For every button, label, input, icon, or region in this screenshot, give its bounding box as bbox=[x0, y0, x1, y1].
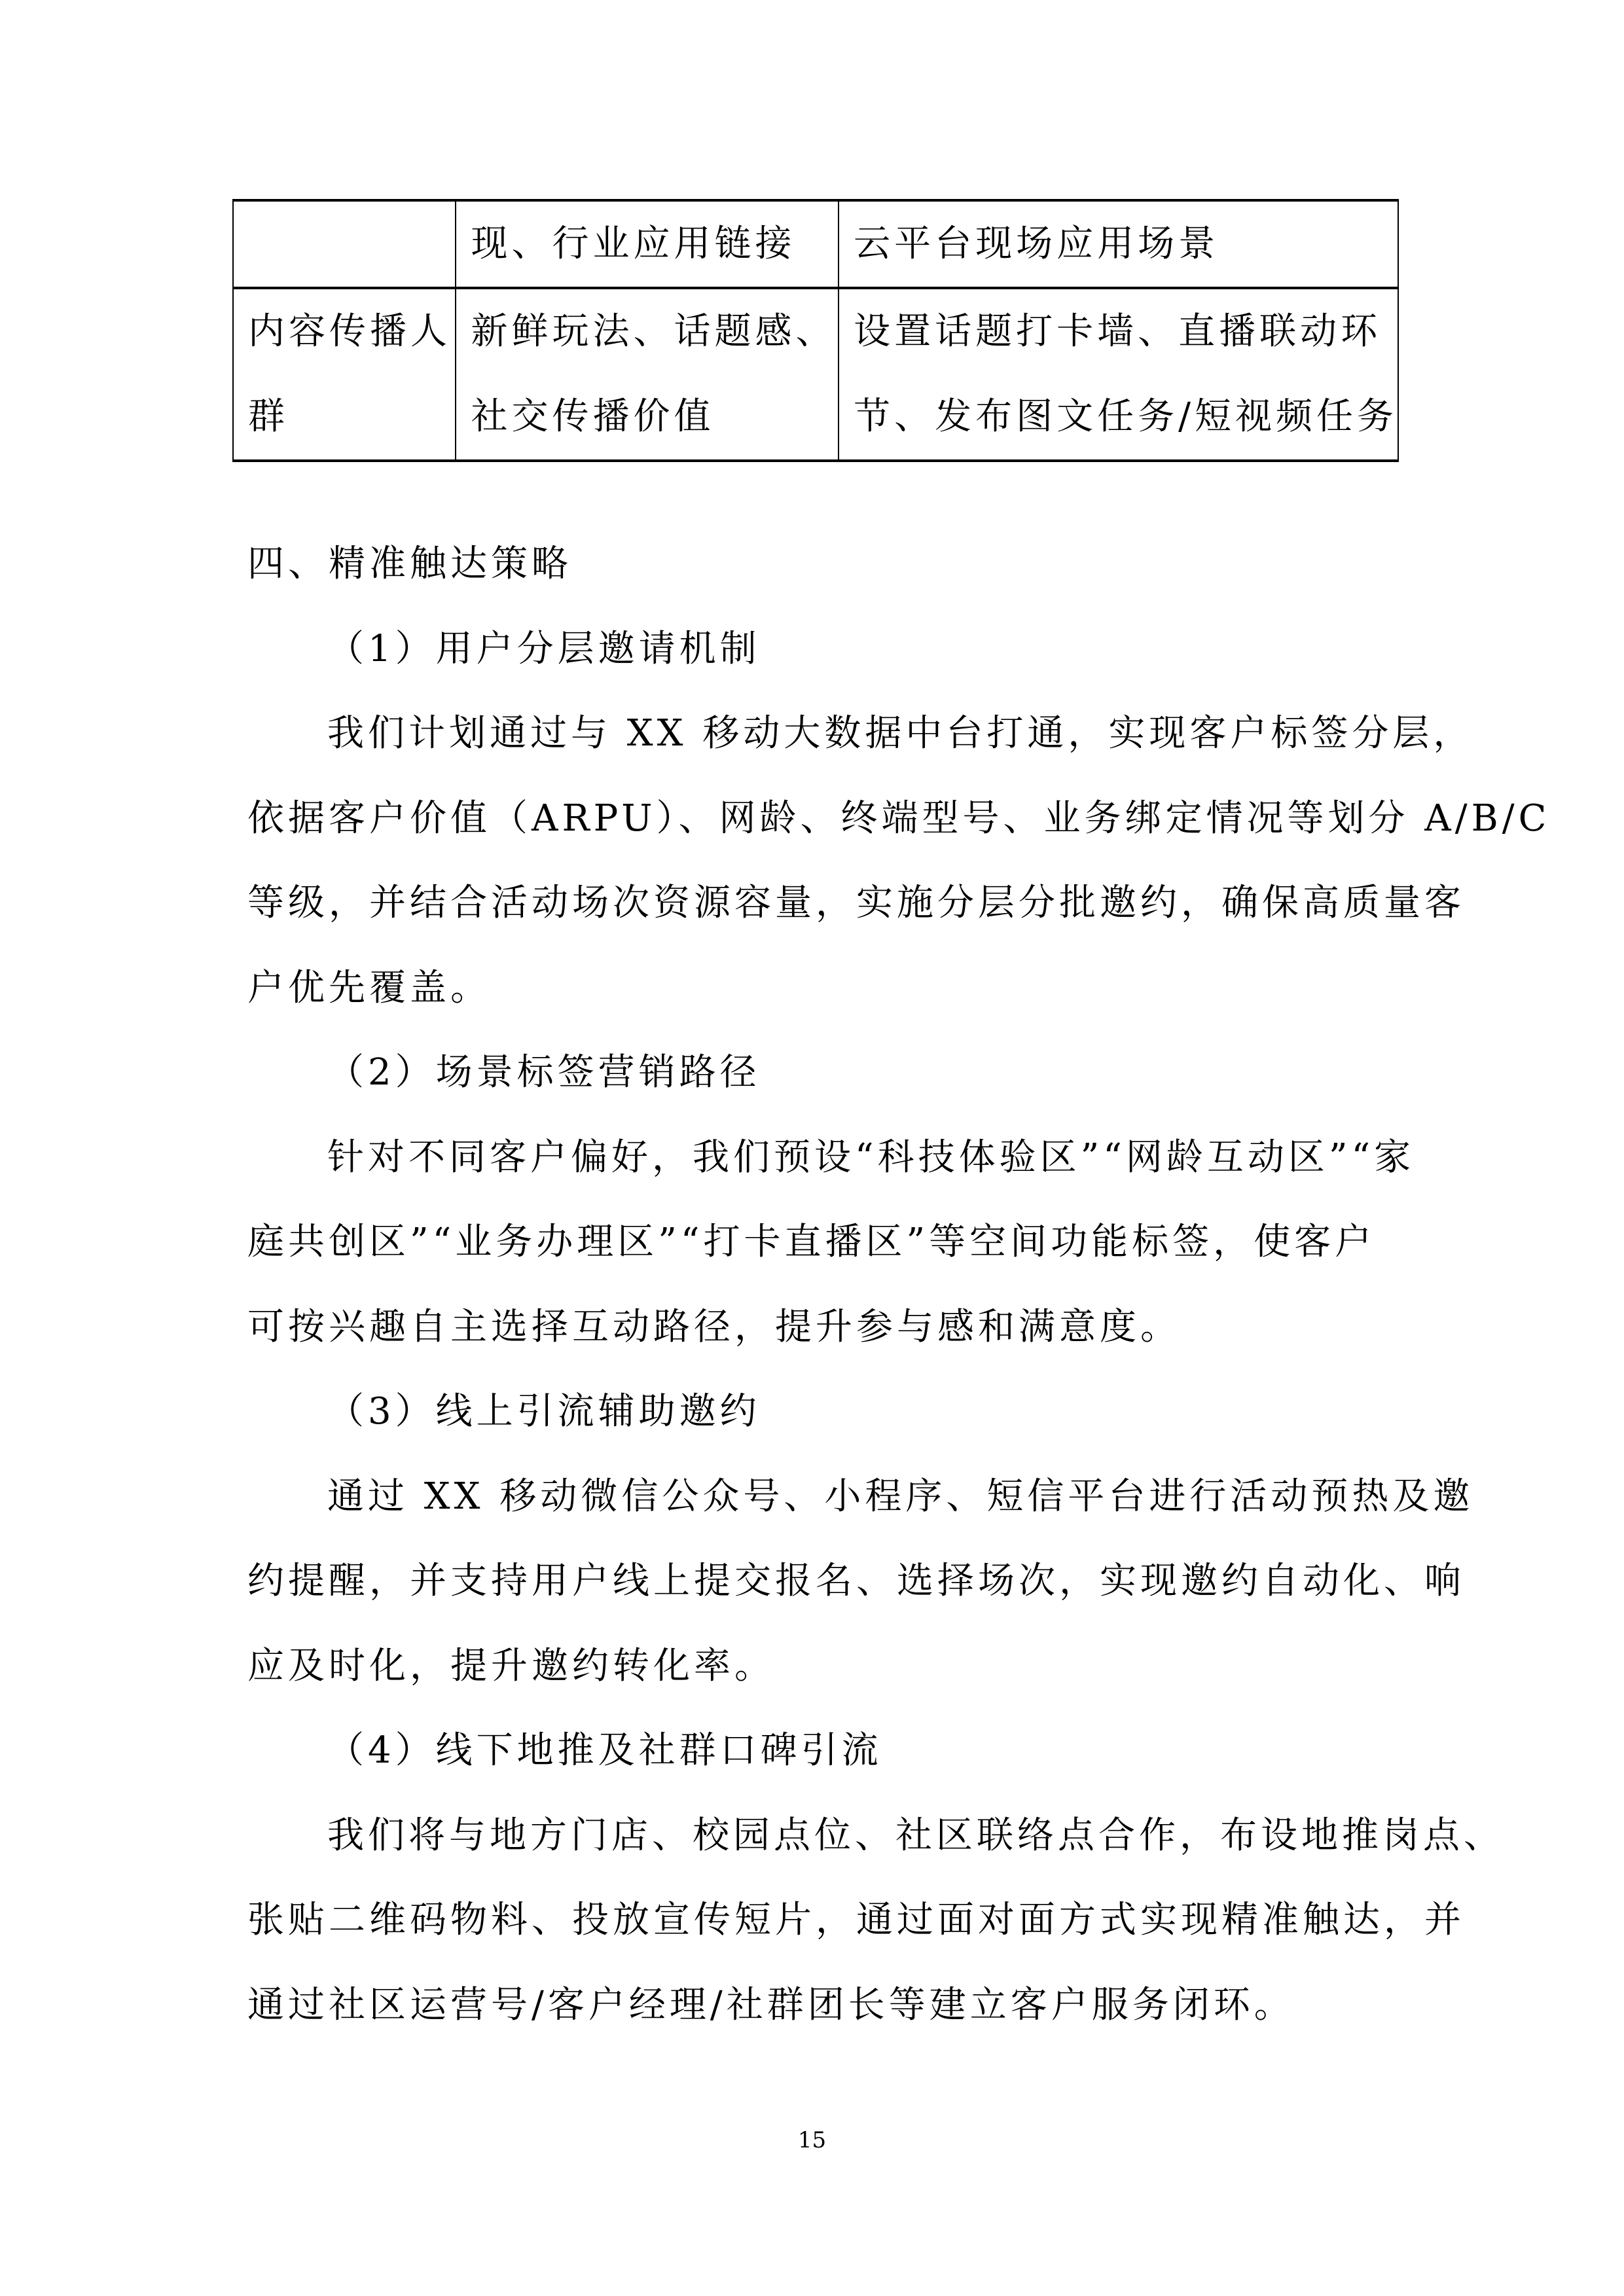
table-row bbox=[233, 288, 1398, 461]
paragraph-line: 张贴二维码物料、投放宣传短片，通过面对面方式实现精准触达，并 bbox=[247, 1899, 1465, 1941]
paragraph-line: 等级，并结合活动场次资源容量，实施分层分批邀约，确保高质量客 bbox=[247, 882, 1465, 924]
table-cell bbox=[456, 288, 839, 461]
paragraph-line: 我们将与地方门店、校园点位、社区联络点合作，布设地推岗点、 bbox=[327, 1814, 1504, 1857]
paragraph-line: 依据客户价值（ARPU）、网龄、终端型号、业务绑定情况等划分 A/B/C bbox=[247, 797, 1551, 840]
table-cell bbox=[839, 288, 1398, 461]
paragraph-line: 约提醒，并支持用户线上提交报名、选择场次，实现邀约自动化、响 bbox=[247, 1560, 1465, 1602]
section-title: 四、精准触达策略 bbox=[247, 543, 572, 585]
audience-table bbox=[232, 199, 1399, 462]
subsection-heading: （1）用户分层邀请机制 bbox=[327, 627, 761, 670]
paragraph-line: 可按兴趣自主选择互动路径，提升参与感和满意度。 bbox=[247, 1305, 1181, 1348]
cell-text: 设置话题打卡墙、直播联动环 bbox=[854, 310, 1382, 353]
cell-text: 云平台现场应用场景 bbox=[854, 223, 1219, 265]
paragraph-line: 通过社区运营号/客户经理/社群团长等建立客户服务闭环。 bbox=[247, 1983, 1295, 2026]
cell-text: 新鲜玩法、话题感、 bbox=[471, 310, 837, 353]
cell-text: 内容传播人 bbox=[248, 310, 451, 353]
document-body bbox=[247, 522, 1551, 2047]
table-cell bbox=[233, 200, 456, 288]
paragraph-line: 针对不同客户偏好，我们预设“科技体验区”“网龄互动区”“家 bbox=[327, 1136, 1415, 1179]
cell-text: 现、行业应用链接 bbox=[471, 223, 796, 265]
paragraph-line: 我们计划通过与 XX 移动大数据中台打通，实现客户标签分层， bbox=[327, 712, 1474, 755]
cell-text: 社交传播价值 bbox=[471, 395, 715, 438]
paragraph-line: 户优先覆盖。 bbox=[247, 966, 491, 1009]
subsection-heading: （3）线上引流辅助邀约 bbox=[327, 1390, 761, 1433]
paragraph-line: 通过 XX 移动微信公众号、小程序、短信平台进行活动预热及邀 bbox=[327, 1475, 1474, 1518]
subsection-heading: （4）线下地推及社群口碑引流 bbox=[327, 1729, 882, 1772]
cell-text: 节、发布图文任务/短视频任务 bbox=[854, 395, 1398, 438]
paragraph-line: 庭共创区”“业务办理区”“打卡直播区”等空间功能标签，使客户 bbox=[247, 1221, 1376, 1263]
table-row bbox=[233, 200, 1398, 288]
subsection-heading: （2）场景标签营销路径 bbox=[327, 1051, 761, 1094]
table-cell bbox=[839, 200, 1398, 288]
table-cell bbox=[233, 288, 456, 461]
paragraph-line: 应及时化，提升邀约转化率。 bbox=[247, 1644, 775, 1687]
table-cell bbox=[456, 200, 839, 288]
page-number: 15 bbox=[797, 2127, 827, 2153]
cell-text: 群 bbox=[248, 395, 289, 438]
